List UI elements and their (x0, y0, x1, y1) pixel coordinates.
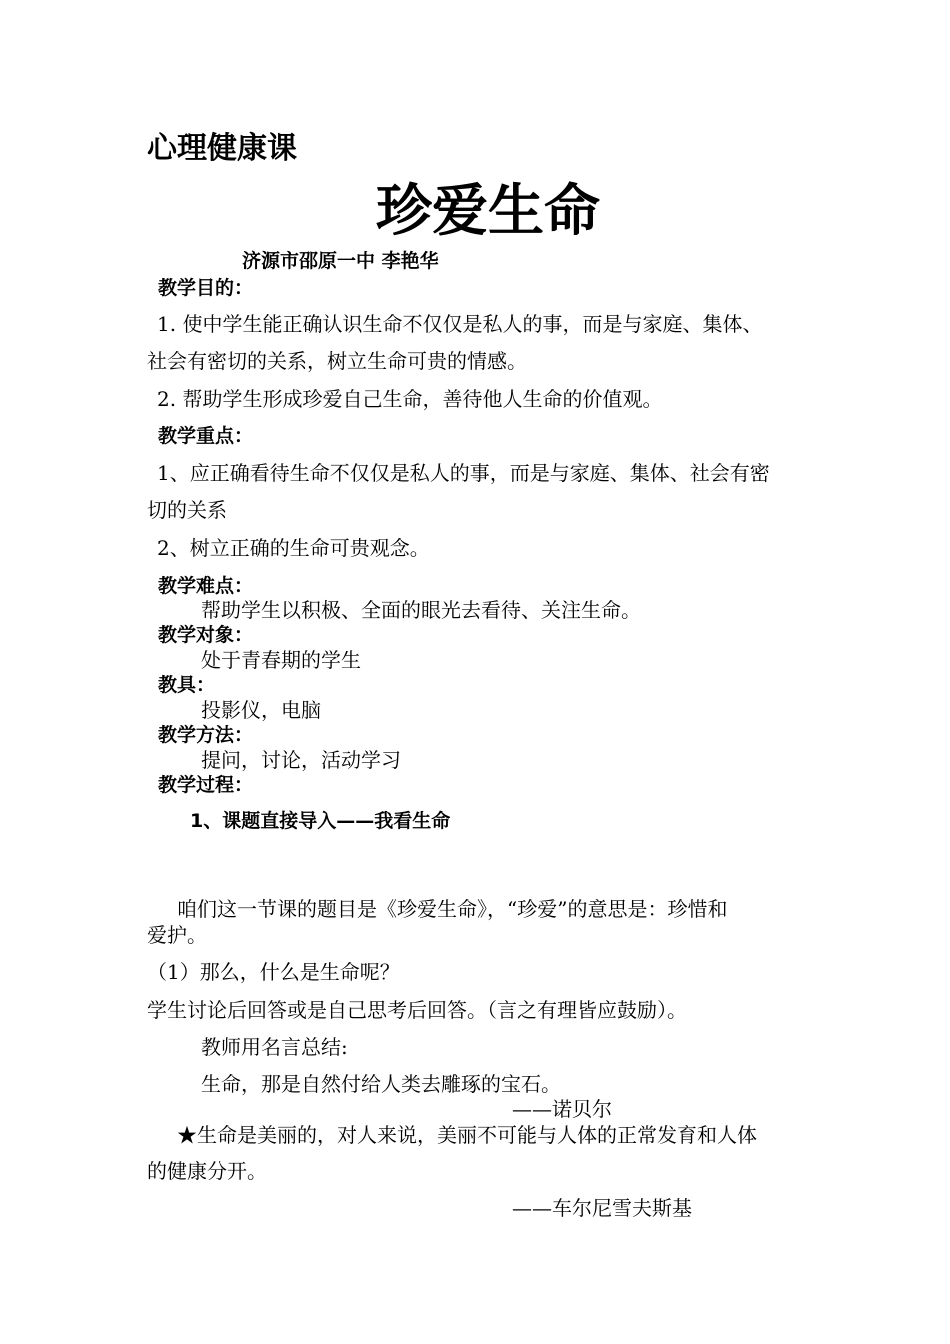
audience-text: 处于青春期的学生 (201, 648, 361, 672)
methods-heading: 教学方法： (158, 724, 254, 746)
process-step-1: 1、课题直接导入——我看生命 (190, 810, 451, 832)
discussion-text: 学生讨论后回答或是自己思考后回答。（言之有理皆应鼓励）。 (147, 998, 687, 1022)
key-point-2: 2、树立正确的生命可贵观念。 (157, 536, 430, 560)
objectives-heading: 教学目的： (158, 277, 254, 299)
tools-text: 投影仪，电脑 (201, 698, 321, 722)
objective-1-line-2: 社会有密切的关系，树立生命可贵的情感。 (147, 349, 527, 373)
quote-2-line-1: ★生命是美丽的，对人来说，美丽不可能与人体的正常发育和人体 (177, 1123, 757, 1147)
tools-heading: 教具： (158, 674, 216, 696)
quote-2-line-2: 的健康分开。 (147, 1159, 267, 1183)
intro-line-1: 咱们这一节课的题目是《珍爱生命》，“珍爱”的意思是：珍惜和 (177, 897, 728, 921)
methods-text: 提问，讨论，活动学习 (201, 748, 401, 772)
question-1: （1）那么，什么是生命呢？ (147, 960, 400, 984)
teacher-summary: 教师用名言总结: (201, 1035, 348, 1059)
objective-2: 2. 帮助学生形成珍爱自己生命，善待他人生命的价值观。 (157, 387, 663, 411)
course-label: 心理健康课 (147, 131, 297, 166)
audience-heading: 教学对象： (158, 624, 254, 646)
key-point-1-line-2: 切的关系 (147, 498, 227, 522)
quote-1: 生命，那是自然付给人类去雕琢的宝石。 (201, 1072, 561, 1096)
difficulties-heading: 教学难点： (158, 575, 254, 597)
process-heading: 教学过程： (158, 774, 254, 796)
intro-line-2: 爱护。 (147, 923, 207, 947)
quote-1-author: ——诺贝尔 (512, 1097, 612, 1121)
objective-1-line-1: 1. 使中学生能正确认识生命不仅仅是私人的事，而是与家庭、集体、 (157, 312, 763, 336)
difficulties-text: 帮助学生以积极、全面的眼光去看待、关注生命。 (201, 598, 641, 622)
author-line: 济源市邵原一中 李艳华 (242, 250, 439, 272)
key-points-heading: 教学重点： (158, 425, 254, 447)
page-title: 珍爱生命 (376, 179, 600, 244)
key-point-1-line-1: 1、应正确看待生命不仅仅是私人的事，而是与家庭、集体、社会有密 (157, 461, 770, 485)
quote-2-author: ——车尔尼雪夫斯基 (512, 1196, 692, 1220)
